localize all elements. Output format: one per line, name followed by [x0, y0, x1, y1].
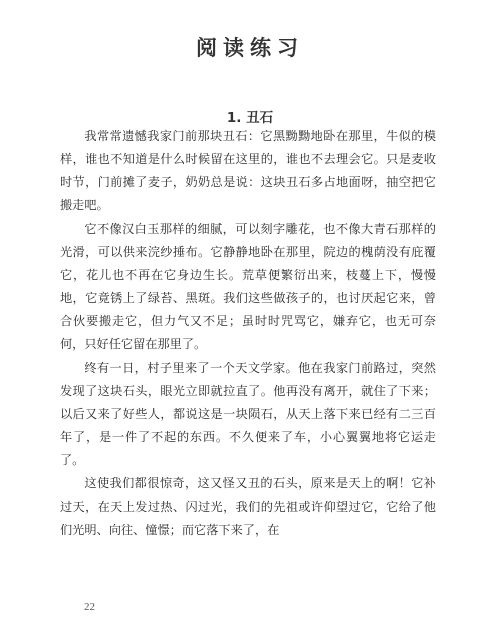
paragraph: 我常常遗憾我家门前那块丑石：它黑黝黝地卧在那里，牛似的模样，谁也不知道是什么时候留在这里的，谁也不去理会它。只是麦收时节，门前摊了麦子，奶奶总是说：这块丑石多占地面呀，抽空把它搬走吧。 — [60, 129, 436, 213]
article-body — [60, 125, 436, 542]
paragraph: 它不像汉白玉那样的细腻，可以刻字雕花，也不像大青石那样的光滑，可以供来浣纱捶布。它静静地卧在那里，院边的槐荫没有庇覆它，花儿也不再在它身边生长。荒草便繁衍出来，枝蔓上下，慢慢地，它竟锈上了绿苔、黑斑。我们这些做孩子的，也讨厌起它来，曾合伙要搬走它，但力气又不足；虽时时咒骂它，嫌弃它，也无可奈何，只好任它留在那里了。 — [60, 221, 436, 352]
page-title: 阅读练习 — [196, 36, 304, 60]
section-heading: 1. 丑石 — [226, 110, 274, 126]
page-number: 22 — [84, 601, 95, 613]
paragraph: 这使我们都很惊奇，这又怪又丑的石头，原来是天上的啊！它补过天，在天上发过热、闪过光，我们的先祖或许仰望过它，它给了他们光明、向往、憧憬；而它落下来了，在 — [60, 476, 436, 537]
paragraph: 终有一日，村子里来了一个天文学家。他在我家门前路过，突然发现了这块石头，眼光立即就拉直了。他再没有离开，就住了下来；以后又来了好些人，都说这是一块陨石，从天上落下来已经有二三百年了，是一件了不起的东西。不久便来了车，小心翼翼地将它运走了。 — [60, 360, 436, 468]
